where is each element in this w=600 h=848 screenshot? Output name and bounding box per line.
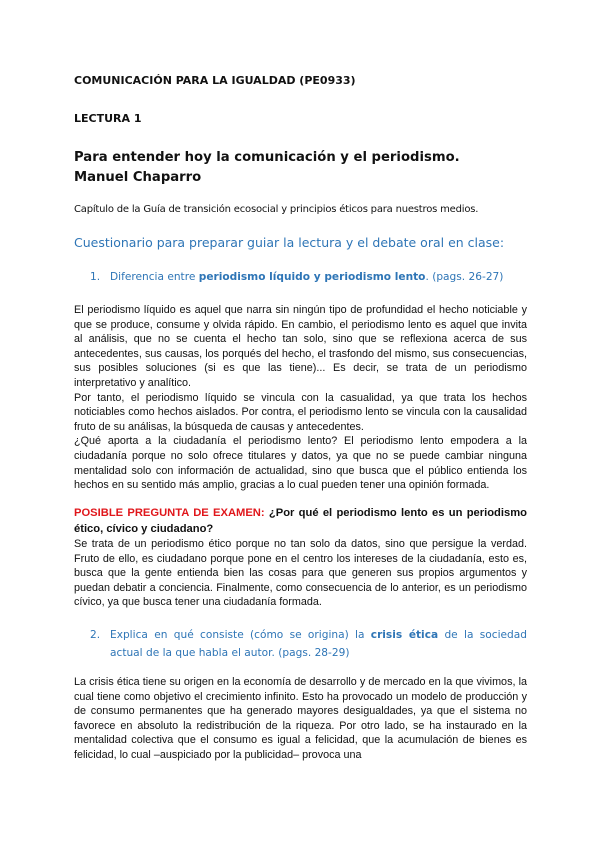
questionnaire-heading: Cuestionario para preparar guiar la lectura y el debate oral en clase:	[74, 235, 505, 250]
answer-1-paragraph-2: Por tanto, el periodismo líquido se vincula con la casualidad, ya que trata los hechos noticiables como hechos aislados. Por contra, el periodismo lento se vincula con la causalidad fruto de su análisas, la búsqueda de causas y antecedentes.	[74, 391, 527, 433]
document-author: Manuel Chaparro	[74, 170, 202, 185]
question-1	[90, 268, 530, 286]
question-1-prefix: Diferencia entre	[110, 271, 199, 283]
exam-answer: Se trata de un periodismo ético porque no tan solo da datos, sino que persigue la verdad. Fruto de ello, es ciudadano porque pone en el centro los intereses de la ciudadanía, esto es, busca que la gente entienda bien las cosas para que generen sus propios argumentos y puedan debatir a conciencia. Finalmente, como consecuencia de lo anterior, es un periodismo cívico, ya que busca tener una ciudadanía formada.	[74, 538, 527, 609]
question-2-number: 2.	[90, 629, 101, 641]
question-2-suffix: de la sociedad actual de la que habla el autor. (pags. 28-29)	[110, 629, 527, 659]
question-1-suffix: . (pags. 26-27)	[425, 271, 504, 283]
question-2	[90, 626, 527, 662]
lecture-label: LECTURA 1	[74, 112, 142, 125]
exam-question-text: ¿Por qué el periodismo lento es un periodismo ético, cívico y ciudadano?	[74, 507, 527, 535]
answer-1-paragraph-1: El periodismo líquido es aquel que narra sin ningún tipo de profundidad el hecho noticiable y que se produce, consume y olvida rápido. En cambio, el periodismo lento es aquel que invita al análisis, que no se cuenta el hecho tan solo, sino que se reflexiona acerca de sus antecedentes, sus causas, los porqués del hecho, el trasfondo del mismo, sus consecuencias, sus posibles soluciones (si es que las tiene)... Es decir, se trata de un periodismo interpretativo y analítico.	[74, 304, 527, 389]
source-chapter: Capítulo de la Guía de transición ecosocial y principios éticos para nuestros medios.	[74, 204, 479, 215]
question-2-prefix: Explica en qué consiste (cómo se origina) la	[110, 629, 371, 641]
answer-1-paragraph-3: ¿Qué aporta a la ciudadanía el periodismo lento? El periodismo lento empodera a la ciudadanía porque no solo ofrece titulares y datos, ya que no se puede cambiar ninguna mentalidad solo con información de actualidad, sino que busca que el público entienda los hechos en su sentido más amplio, gracias a lo cual pueden tener una opinión formada.	[74, 435, 527, 492]
question-1-highlight: periodismo líquido y periodismo lento	[198, 271, 426, 283]
exam-question-label: POSIBLE PREGUNTA DE EXAMEN:	[74, 507, 265, 519]
answer-1	[74, 303, 527, 493]
question-1-number: 1.	[90, 271, 101, 283]
course-header: COMUNICACIÓN PARA LA IGUALDAD (PE0933)	[74, 74, 356, 87]
document-title: Para entender hoy la comunicación y el periodismo.	[74, 150, 460, 165]
answer-2: La crisis ética tiene su origen en la economía de desarrollo y de mercado en la que vivimos, la cual tiene como objetivo el crecimiento infinito. Esto ha provocado un modelo de producción y de consumo permanentes que ha generado mayores desigualdades, ya que el sistema no favorece en absoluto la redistribución de la riqueza. Por otro lado, se ha instaurado en la mentalidad colectiva que el consumo es igual a felicidad, que la acumulación de bienes es felicidad, lo cual –auspiciado por la publicidad– provoca una	[74, 676, 527, 761]
exam-question	[74, 505, 527, 537]
question-2-highlight: crisis ética	[370, 629, 439, 641]
